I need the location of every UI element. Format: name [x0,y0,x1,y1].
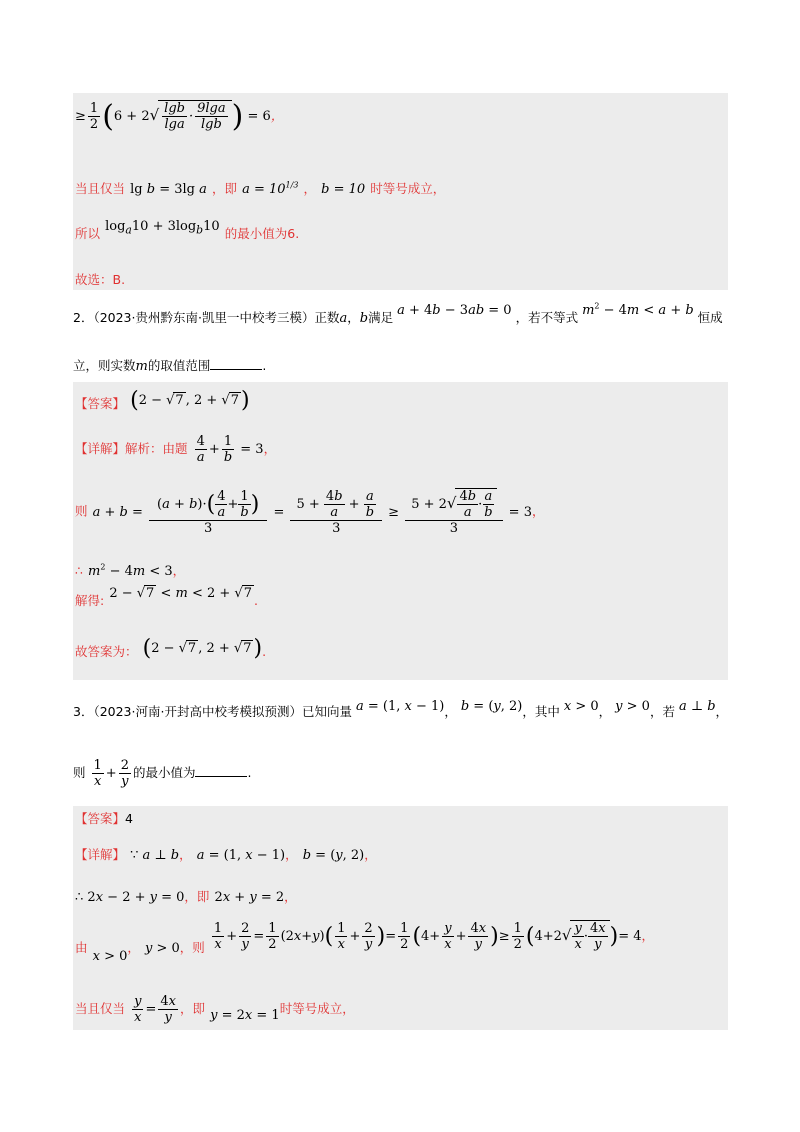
q3-answer-label: 【答案】 [75,811,126,826]
q2-answer-line: 【答案】 $^{(2 - √7 , 2 + √7)}$ [75,388,250,413]
q3-number: 3． [73,704,94,719]
q3-stem-end1: ， [715,704,729,719]
q3-stem-end: . [247,765,252,780]
q1-choice-line: 故选：B. [75,272,126,287]
q3-line3-ze: ，则 [179,940,205,955]
q2-stem-c: ，若不等式 [515,310,579,325]
q2-solve-end: . [253,593,258,608]
q2-var-a: a [339,311,348,326]
q2-detail-end: ， [263,441,277,456]
q2-detail-label: 【详解】 [75,441,126,456]
q2-stem-end: . [262,358,267,373]
q2-final-line: 故答案为： $^{(2 - √7 , 2 + √7)}$. [75,636,267,661]
q3-stem-c: ，若 [649,704,675,719]
q3-line3: $_由$ $_{x > 0,}$ $_{y > 0,则}$ $\frac{1}{x}$ + $\frac{2}{y}$ = $\frac{1}{2}$ (2x+y)( $\frac{1}{x}$ + $\frac{2}{y}$ )= $\frac{1}{2}$ (4+ $\frac{y}{x}$ + $\frac{4x}{y}$ )≥ $\frac{1}{2}$ (4+2√ $\frac{y}{x}$ · $\frac{4x}{y}$ )= 4， [75,921,654,964]
q1-conclusion-line: 所以 $^{log_a10 + 3log_b10}$ 的最小值为6. [75,219,300,241]
q2-derivation-end: ， [531,503,545,519]
equality-mid: ，即 [211,181,237,196]
q3-sep1: ， [444,704,457,719]
q3-solution-block [73,806,728,1030]
equality-sep: ， [303,181,317,196]
q3-detail-line: 【详解】 ∵ a ⊥ b， a = (1, x − 1)， b = (y, 2)， [75,847,377,863]
q3-line2: ∴ 2x − 2 + y = 0，即 2x + y = 2， [75,889,297,905]
q3-stem-line1: 3．（2023·河南·开封高中校考模拟预测）已知向量 a = (1, x − 1)， b = (y, 2)，其中 x > 0， y > 0，若 a ⊥ b， [73,699,729,719]
conclusion-prefix: 所以 [75,226,101,241]
q2-solution-block [73,382,728,680]
q2-var-m: m [135,359,148,374]
q2-derivation-line: 则 a + b = (a + b)·( $\frac{4}{a}$ + $\frac{1}{b}$ ) 3 = 5 + $\frac{4b}{a}$ + $\frac{a}{b}$ 3 ≥ 5 + 2√ $\frac{4b}{a}$ · $\frac{a}{b}$ 3 = 3， [75,488,545,536]
q3-stem-line2: 则 $\frac{1}{x}$ + $\frac{2}{y}$ 的最小值为 . [73,758,252,789]
q2-final-end: . [262,644,267,659]
q2-answer-label: 【答案】 [75,396,126,411]
q2-stem-line1: 2．（2023·贵州黔东南·凯里一中校考三模）正数a，b满足 a + 4b − 3ab = 0 ，若不等式 $m^2 - 4m < a + b$ 恒成 [73,301,723,326]
q3-answer-blank[interactable] [195,764,247,777]
q3-stem-d: 则 [73,765,86,780]
q3-sep2: ， [598,704,612,719]
q3-line4-prefix: 当且仅当 [75,1001,126,1016]
q2-stem-a: 正数 [314,310,340,325]
q1-equality-line: 当且仅当 lg b = 3lg a ，即 $a = 10^{1/3}$ ， b = 10 时等号成立， [75,180,446,197]
q2-final-label: 故答案为： [75,644,138,659]
conclusion-suffix: 的最小值为6. [224,226,300,241]
q2-solve-line: 解得: $^{2 - √7 < m < 2 + √7}$ . [75,586,258,608]
q3-line4: 当且仅当 $\frac{y}{x}$ = $\frac{4x}{y}$ ，即 $_{y = 2x = 1}$时等号成立， [75,994,355,1025]
q2-source: （2023·贵州黔东南·凯里一中校考三模） [93,310,315,325]
q1-line1-end: ， [270,108,284,123]
q3-line2-end: ， [284,889,297,904]
q2-therefore-end: ， [172,563,186,578]
q3-answer-value: 4 [125,811,133,826]
q3-answer-line [75,808,133,827]
q3-line2-mid: ，即 [184,889,210,904]
q3-line3-end: ， [641,928,654,943]
q3-line4-mid: ，即 [180,1001,206,1016]
q3-line3-you: 由 [75,940,88,955]
q2-solve-label: 解得: [75,593,105,608]
equality-suffix: 时等号成立， [370,181,446,196]
q3-stem-a: 已知向量 [301,704,352,719]
q3-line4-suffix: 时等号成立， [279,1001,355,1016]
q2-therefore-symbol: ∴ [75,563,83,578]
q3-stem-b: ，其中 [522,704,560,719]
q2-stem-f: 的取值范围 [147,358,211,373]
q2-ze: 则 [75,503,88,519]
q2-stem-d: 恒成 [697,310,723,325]
q2-stem-line2 [73,356,266,374]
q3-source: （2023·河南·开封高中校考模拟预测） [93,704,302,719]
q2-answer-blank[interactable] [210,357,262,370]
q3-stem-e: 的最小值为 [132,765,196,780]
q1-solution-block [73,93,728,290]
q2-stem-e: 立，则实数 [73,358,136,373]
q2-therefore-line: ∴ $m^2 - 4m < 3$， [75,562,186,579]
q2-number: 2． [73,310,94,325]
equality-prefix: 当且仅当 [75,181,126,196]
q2-comma: ， [347,310,360,325]
q2-detail-line: 【详解】解析：由题 $\frac{4}{a}$ + $\frac{1}{b}$ = 3， [75,434,277,465]
q2-stem-b: 满足 [368,310,394,325]
q2-var-b: b [359,311,369,326]
q3-detail-end: ， [364,847,377,862]
q2-detail-text: 解析：由题 [125,441,188,456]
q3-detail-label: 【详解】 [75,847,126,862]
q1-inequality-line: ≥ $\frac{1}{2}$ (6 + 2√ $\frac{\lg b}{\lg a}$ · $\frac{9\lg a}{\lg b}$ ) = 6， [75,99,284,134]
